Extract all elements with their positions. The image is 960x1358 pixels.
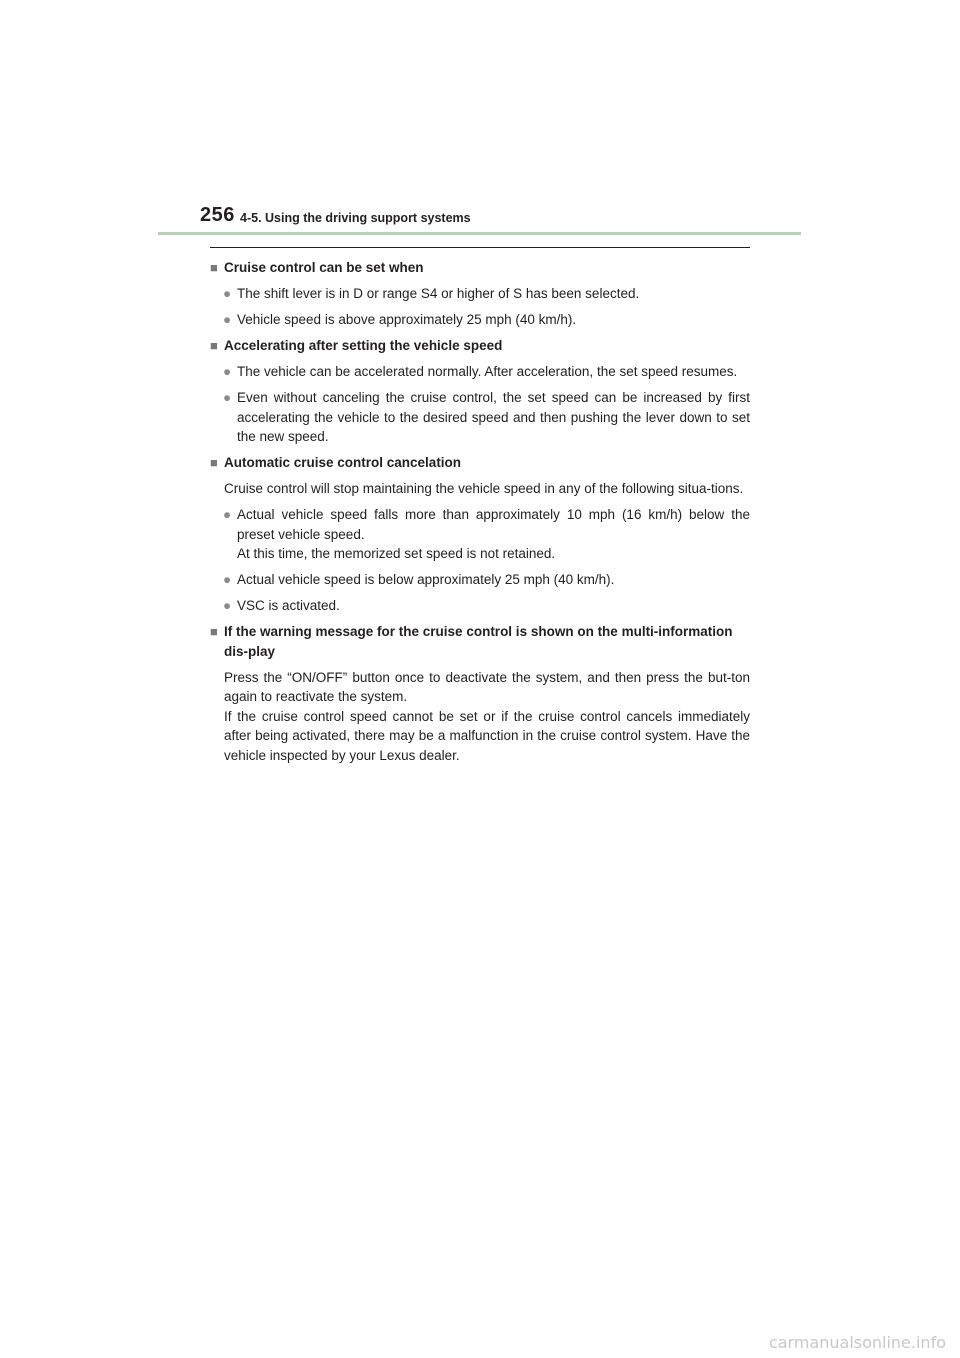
list-item	[210, 362, 750, 382]
watermark: carmanualsonline.info	[768, 1333, 946, 1352]
heading-text: Cruise control can be set when	[224, 260, 424, 275]
square-bullet-icon: ■	[210, 338, 218, 353]
section-heading	[210, 336, 750, 356]
paragraph-text: Press the “ON/OFF” button once to deactivate the system, and then press the but-ton again to reactivate the system.	[224, 669, 750, 704]
round-bullet-icon: ●	[223, 286, 232, 301]
section-title: 4-5. Using the driving support systems	[240, 211, 471, 225]
list-item	[210, 570, 750, 590]
list-item	[210, 388, 750, 447]
list-item	[210, 505, 750, 564]
list-item-text: The shift lever is in D or range S4 or higher of S has been selected.	[237, 286, 640, 301]
round-bullet-icon: ●	[223, 364, 232, 379]
section-paragraph	[210, 668, 750, 766]
square-bullet-icon: ■	[210, 260, 218, 275]
round-bullet-icon: ●	[223, 312, 232, 327]
content-rule	[210, 247, 750, 248]
section-intro: Cruise control will stop maintaining the vehicle speed in any of the following situa-tions.	[224, 481, 744, 496]
section-heading	[210, 258, 750, 278]
section-heading	[210, 622, 750, 661]
round-bullet-icon: ●	[223, 507, 232, 522]
heading-text: If the warning message for the cruise control is shown on the multi-information dis-play	[224, 624, 733, 659]
list-item-text: Even without canceling the cruise control, the set speed can be increased by first accelerating the vehicle to the desired speed and then pushing the lever down to set the new speed.	[237, 390, 750, 444]
list-item	[210, 596, 750, 616]
list-item	[210, 284, 750, 304]
list-item-text: Actual vehicle speed falls more than approximately 10 mph (16 km/h) below the preset vehicle speed.	[237, 507, 750, 542]
page-content	[210, 258, 750, 772]
heading-text: Accelerating after setting the vehicle speed	[224, 338, 503, 353]
round-bullet-icon: ●	[223, 390, 232, 405]
heading-text: Automatic cruise control cancelation	[224, 455, 462, 470]
header-rule	[158, 232, 801, 235]
list-item-note: At this time, the memorized set speed is not retained.	[237, 546, 556, 561]
section-heading	[210, 453, 750, 473]
round-bullet-icon: ●	[223, 598, 232, 613]
square-bullet-icon: ■	[210, 624, 218, 639]
list-item-text: The vehicle can be accelerated normally. After acceleration, the set speed resumes.	[237, 364, 738, 379]
list-item-text: Vehicle speed is above approximately 25 mph (40 km/h).	[237, 312, 577, 327]
list-item-text: VSC is activated.	[237, 598, 340, 613]
square-bullet-icon: ■	[210, 455, 218, 470]
paragraph-text: If the cruise control speed cannot be set or if the cruise control cancels immediately after being activated, there may be a malfunction in the cruise control system. Have the vehicle inspected by your Lexus dealer.	[224, 708, 750, 763]
list-item	[210, 310, 750, 330]
list-item-text: Actual vehicle speed is below approximately 25 mph (40 km/h).	[237, 572, 615, 587]
page-header	[200, 202, 800, 236]
page-number: 256	[200, 204, 235, 226]
round-bullet-icon: ●	[223, 572, 232, 587]
